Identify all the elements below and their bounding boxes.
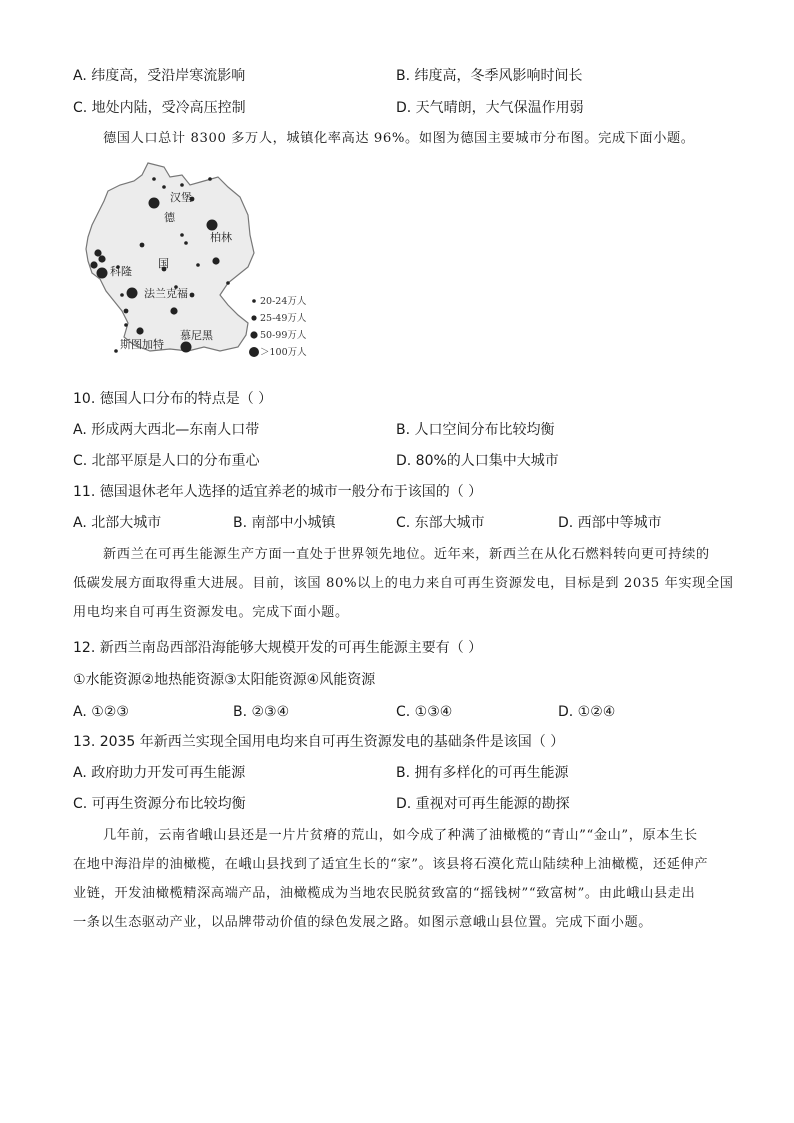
label-hamburg: 汉堡: [170, 191, 192, 204]
city-dot: [98, 255, 105, 262]
map-legend: [249, 295, 307, 358]
germany-city-map: [78, 155, 328, 370]
legend-dot-4: [249, 347, 259, 357]
passage-eshan-line-3: 业链，开发油橄榄精深高端产品，油橄榄成为当地农民脱贫致富的“摇钱树”“致富树”。由此峨山县走出: [73, 886, 696, 901]
legend-label-2: 25-49万人: [260, 313, 307, 324]
city-dot: [190, 293, 195, 298]
city-dot: [181, 342, 192, 353]
legend-label-3: 50-99万人: [260, 330, 307, 341]
passage-eshan-line-4: 一条以生态驱动产业，以品牌带动价值的绿色发展之路。如图示意峨山县位置。完成下面小题。: [73, 915, 653, 930]
city-dot: [140, 243, 145, 248]
question-12-items: ①水能资源②地热能资源③太阳能资源④风能资源: [73, 672, 376, 688]
q12-option-a: A. ①②③: [73, 704, 129, 720]
legend-label-4: ＞100万人: [260, 347, 307, 358]
q10-option-d: D. 80%的人口集中大城市: [396, 453, 559, 469]
q11-option-d: D. 西部中等城市: [558, 515, 662, 531]
q13-option-b: B. 拥有多样化的可再生能源: [396, 765, 569, 781]
q11-option-a: A. 北部大城市: [73, 515, 162, 531]
q12-option-b: B. ②③④: [233, 704, 290, 720]
passage-nz-line-2: 低碳发展方面取得重大进展。目前，该国 80%以上的电力来自可再生资源发电，目标是到 2035 年实现全国: [73, 576, 734, 591]
city-dot: [124, 309, 129, 314]
passage-eshan-line-1: 几年前，云南省峨山县还是一片片贫瘠的荒山，如今成了种满了油橄榄的“青山”“金山”，原本生长: [103, 828, 698, 843]
label-munich: 慕尼黑: [180, 329, 213, 342]
q13-option-c: C. 可再生资源分布比较均衡: [73, 796, 246, 812]
city-dot: [212, 257, 219, 264]
city-dot: [127, 288, 138, 299]
passage-germany: 德国人口总计 8300 多万人，城镇化率高达 96%。如图为德国主要城市分布图。完成下面小题。: [103, 131, 695, 146]
label-frankfurt: 法兰克福: [144, 287, 188, 300]
question-13-stem: 13. 2035 年新西兰实现全国用电均来自可再生资源发电的基础条件是该国（ ）: [73, 734, 565, 750]
legend-dot-3: [250, 331, 257, 338]
legend-dot-1: [252, 299, 256, 303]
city-dot: [207, 220, 218, 231]
option-d-prev: D. 天气晴朗，大气保温作用弱: [396, 100, 584, 116]
q10-option-a: A. 形成两大西北—东南人口带: [73, 422, 260, 438]
question-10-stem: 10. 德国人口分布的特点是（ ）: [73, 391, 273, 407]
city-dot: [180, 183, 184, 187]
q11-option-b: B. 南部中小城镇: [233, 515, 336, 531]
city-dot: [170, 307, 177, 314]
city-dot: [114, 349, 118, 353]
q13-option-d: D. 重视对可再生能源的勘探: [396, 796, 570, 812]
passage-eshan-line-2: 在地中海沿岸的油橄榄，在峨山县找到了适宜生长的“家”。该县将石漠化荒山陆续种上油橄榄，还延伸产: [73, 857, 709, 872]
label-berlin: 柏林: [210, 231, 232, 244]
city-dot: [124, 323, 128, 327]
city-dot: [94, 249, 101, 256]
passage-nz-line-1: 新西兰在可再生能源生产方面一直处于世界领先地位。近年来，新西兰在从化石燃料转向更可持续的: [103, 547, 710, 562]
q12-option-c: C. ①③④: [396, 704, 453, 720]
city-dot: [180, 233, 184, 237]
q13-option-a: A. 政府助力开发可再生能源: [73, 765, 246, 781]
q12-option-d: D. ①②④: [558, 704, 616, 720]
question-11-stem: 11. 德国退休老年人选择的适宜养老的城市一般分布于该国的（ ）: [73, 484, 483, 500]
city-dot: [226, 281, 230, 285]
city-dot: [184, 241, 188, 245]
label-de: 德: [164, 211, 175, 224]
legend-dot-2: [251, 315, 256, 320]
city-dot: [196, 263, 200, 267]
city-dot: [97, 268, 108, 279]
legend-label-1: 20-24万人: [260, 296, 307, 307]
city-dot: [152, 177, 156, 181]
passage-nz-line-3: 用电均来自可再生资源发电。完成下面小题。: [73, 605, 349, 620]
q10-option-c: C. 北部平原是人口的分布重心: [73, 453, 260, 469]
option-c-prev: C. 地处内陆，受冷高压控制: [73, 100, 246, 116]
city-dot: [149, 198, 160, 209]
city-dot: [120, 293, 124, 297]
question-12-stem: 12. 新西兰南岛西部沿海能够大规模开发的可再生能源主要有（ ）: [73, 640, 483, 656]
label-stuttgart: 斯图加特: [120, 338, 164, 351]
city-dot: [90, 261, 97, 268]
q10-option-b: B. 人口空间分布比较均衡: [396, 422, 555, 438]
city-dot: [162, 185, 166, 189]
q11-option-c: C. 东部大城市: [396, 515, 485, 531]
label-guo: 国: [158, 257, 169, 270]
option-a-prev: A. 纬度高，受沿岸寒流影响: [73, 68, 246, 84]
city-dot: [208, 177, 212, 181]
option-b-prev: B. 纬度高，冬季风影响时间长: [396, 68, 583, 84]
city-dot: [136, 327, 143, 334]
label-cologne: 科隆: [110, 265, 132, 278]
